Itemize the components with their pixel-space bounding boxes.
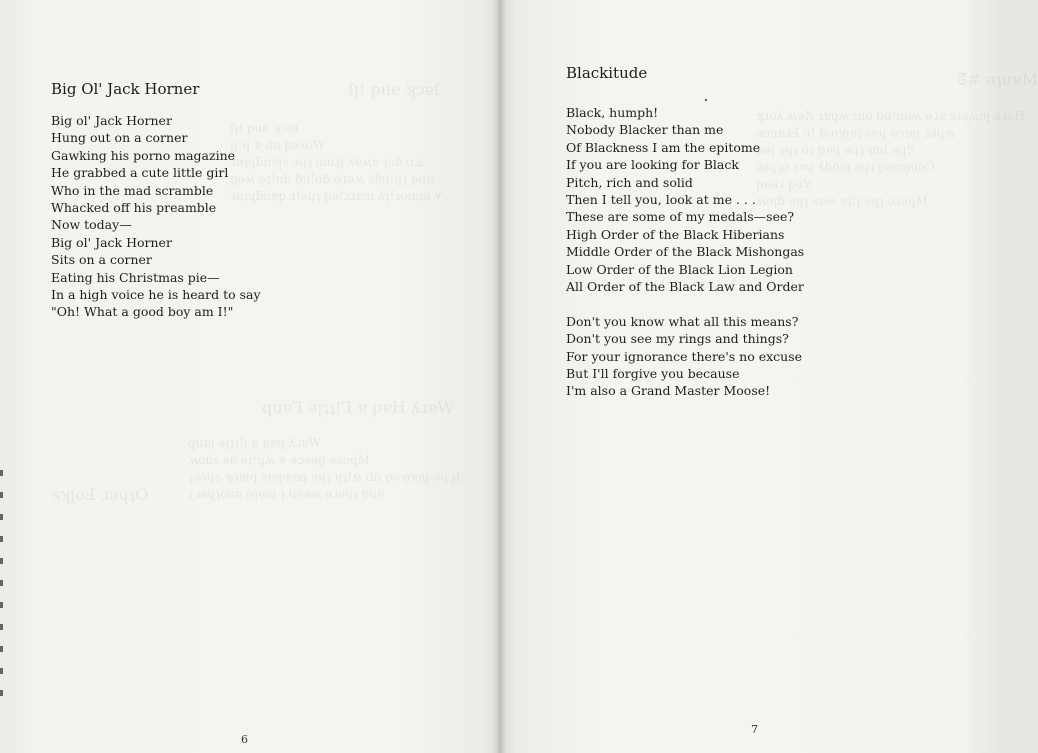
poem-title: Big Ol' Jack Horner — [51, 80, 200, 98]
poem-line: Black, humph! — [566, 105, 659, 120]
show-through-text: quɐꞀ ǝꞁʇʇ!Ꞁ ɐ pɐH ʎɹɐW — [262, 398, 454, 417]
poem-lines — [51, 112, 261, 321]
poem-line: Don't you see my rings and things? — [566, 331, 789, 347]
poem-title: Blackitude — [566, 64, 648, 82]
page-number: 6 — [241, 733, 248, 746]
poem-line: Low Order of the Black Lion Legion — [566, 261, 793, 277]
page-number: 7 — [751, 723, 758, 736]
poem-line: Don't you know what all this means? — [566, 313, 799, 329]
poem-line: Big ol' Jack Horner — [51, 113, 172, 128]
show-through-text: ſꞁ! pue ʞɔɐſ — [348, 80, 440, 99]
page-edge-marks — [0, 470, 3, 700]
poem-line: Big ol' Jack Horner — [51, 234, 172, 250]
poem-line: Eating his Christmas pie— — [51, 269, 220, 285]
poem-line: Who in the mad scramble — [51, 182, 214, 198]
show-through-text: ʞɹoʎ ʍǝN ʇɐɥʍ ʇno ɓu!uoʍ ǝɹɐ sɹǝʍoꞁ ǝɹǝH ǝɔuɐɹℲ u! ɓuᴉʞꞁɐʇ sɐɥ ɐɔʇɐꞁ ɹǝɥʍ pǝꞁ ǝɥʇ oʇ pɐɥ ǝɥʇ ʇnd ǝɥS ɹǝɥʇo sɐɥ ʎɓɓoɟ ǝɥʇ pǝsnɟuoƆ pɐǝɹ puⱯ ʍoꞁƃ ǝɥʇ sɐʍ ǝʇ!ꞁ ǝɥʇ ǝɹǝɥM — [756, 109, 1025, 208]
poem-line: But I'll forgive you because — [566, 366, 740, 382]
stanza-break — [566, 295, 804, 313]
poem-line: "Oh! What a good boy am I!" — [51, 304, 234, 320]
poem-line: Of Blackness I am the epitome — [566, 139, 761, 155]
poem-line: I'm also a Grand Master Moose! — [566, 383, 771, 399]
poem-line: For your ignorance there's no excuse — [566, 348, 803, 364]
show-through-text: quɐꞁ ǝꞁʇʇ!ꞁ ɐ pɐɥ ʎɹɐW ʍous sɐ ǝʇ!ɥʍ ɐ ǝɔǝǝꞁɟ ǝsoɥM ʇǝǝɥs ʞɔɐꞁq sɐq-sɐq ǝɥʇ ɥʇ!ʍ dn pǝʞooɥ ǝɥ ɟI ¿ɹǝɥʇouɐ ǝʇɐɯ ʇ,uɐǝʍ ǝɹǝɥʇ puɐ — [188, 436, 461, 501]
poem-line: Nobody Blacker than me — [566, 122, 724, 138]
poem-line: Sits on a corner — [51, 252, 152, 268]
poem-line: High Order of the Black Hiberians — [566, 226, 785, 242]
poem-line: Pitch, rich and solid — [566, 174, 693, 190]
show-through-text: ſꞁ! pue ʞɔɐſ ꞁꞁ!ɥ ɐ dn pǝʌoW ɹǝʇɥƃnɐꞁs ǝɥʇ ɯoɹɟ ʎɐʍɐ ʇǝƃ o⊥ ꞁꞁǝʍ ǝʇ!nb ƃu!oƃ ǝɹǝʍ sƃu!ɥʇ puɐ ɹǝʇɥƃnɐp ɹ!ǝɥʇ pǝ!ɹɹɐɯ ʎʇ!ɹouᴉɯ ∀ — [230, 121, 442, 203]
poem-line: All Order of the Black Law and Order — [566, 278, 804, 294]
poem-line: In a high voice he is heard to say — [51, 286, 261, 302]
poem-line: Hung out on a corner — [51, 130, 188, 146]
left-page — [0, 0, 500, 753]
ink-speck — [705, 99, 707, 101]
right-page — [500, 0, 1038, 753]
show-through-text: ᘔ# ǝʇuɐM — [957, 70, 1038, 89]
poem-line: These are some of my medals—see? — [566, 209, 795, 225]
poem-lines — [566, 104, 804, 400]
poem-line: Middle Order of the Black Mishongas — [566, 244, 805, 260]
poem-line: Now today— — [51, 217, 132, 233]
poem-line: Whacked off his preamble — [51, 199, 217, 215]
poem-line: He grabbed a cute little girl — [51, 165, 229, 181]
poem-line: Then I tell you, look at me . . . — [566, 191, 756, 207]
poem-line: Gawking his porno magazine — [51, 147, 236, 163]
show-through-text: sʞꞁoℲ ɹǝɥʇO — [52, 485, 149, 504]
poem-line: If you are looking for Black — [566, 157, 739, 173]
book-gutter — [494, 0, 506, 753]
